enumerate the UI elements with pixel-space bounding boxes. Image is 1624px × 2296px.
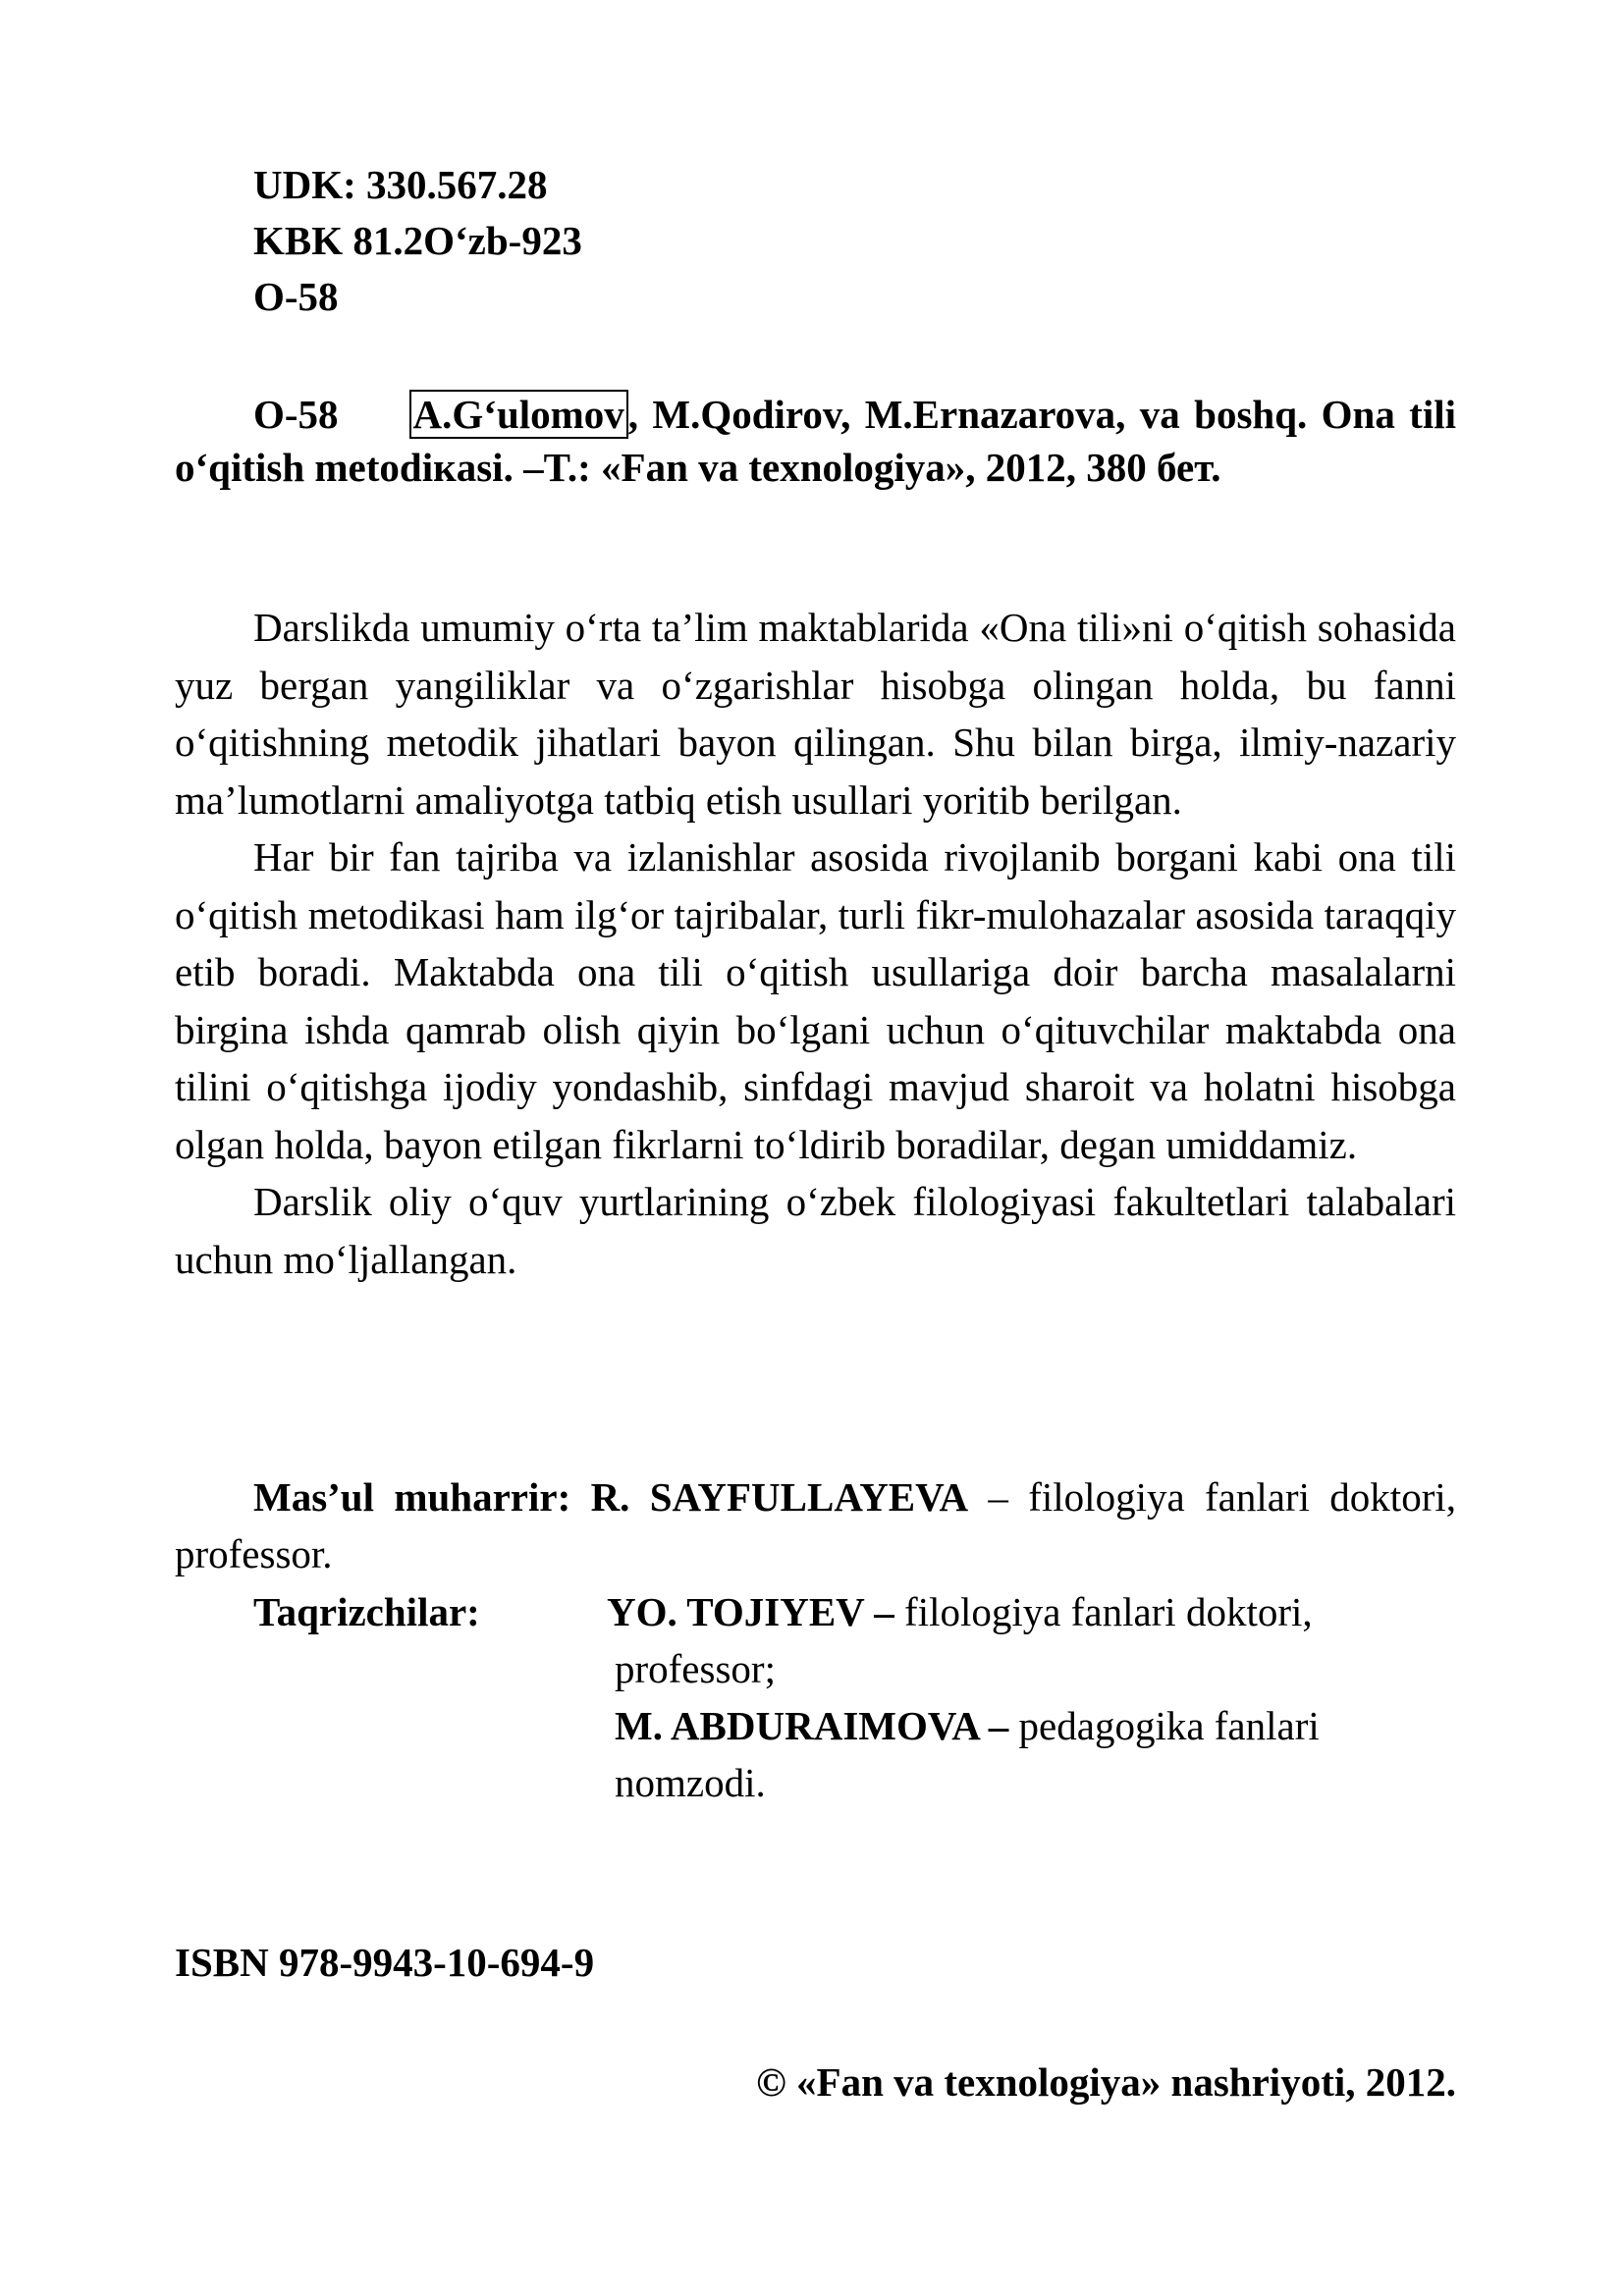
first-author: A.G‘ulomov bbox=[409, 390, 628, 439]
udk-code: UDK: 330.567.28 bbox=[253, 162, 548, 207]
kbk-code: KBK 81.2O‘zb-923 bbox=[253, 218, 582, 263]
reviewer-description-cont: professor; bbox=[615, 1646, 776, 1691]
reviewer-description: filologiya fanlari doktori, bbox=[904, 1589, 1313, 1634]
abstract bbox=[175, 599, 1456, 1288]
abstract-paragraph: Darslik oliy o‘quv yurtlarining o‘zbek filologiyasi fakultetlari talabalari uchun mo‘ljallangan. bbox=[175, 1179, 1456, 1282]
responsible-editor bbox=[175, 1468, 1456, 1582]
editor-description: – filologiya fanlari doktori, professor. bbox=[175, 1474, 1456, 1576]
reviewer-name: YO. TOJIYEV bbox=[607, 1589, 865, 1634]
record-code: O-58 bbox=[253, 392, 339, 437]
abstract-paragraph: Darslikda umumiy o‘rta ta’lim maktablarida «Ona tili»ni o‘qitish sohasida yuz bergan yangiliklar va o‘zgarishlar hisobga olingan holda, bu fanni o‘qitishning metodik jihatlari bayon qilingan. Shu bilan birga, ilmiy-nazariy ma’lumotlarni amaliyotga tatbiq etish usullari yoritib berilgan. bbox=[175, 605, 1456, 823]
reviewers-label: Taqrizchilar: bbox=[253, 1589, 480, 1634]
abstract-paragraph: Har bir fan tajriba va izlanishlar asosida rivojlanib borgani kabi ona tili o‘qitish metodikasi ham ilg‘or tajribalar, turli fikr-mulohazalar asosida taraqqiy etib boradi. Maktabda ona tili o‘qitish usullariga doir barcha masalalarni birgina ishda qamrab olish qiyin bo‘lgani uchun o‘qituvchilar maktabda ona tilini o‘qitishga ijodiy yondashib, sinfdagi mavjud sharoit va holatni hisobga olgan holda, bayon etilgan fikrlarni to‘ldirib boradilar, degan umiddamiz. bbox=[175, 834, 1456, 1167]
editor-label: Mas’ul muharrir: bbox=[253, 1474, 571, 1520]
reviewer-entry bbox=[607, 1697, 1471, 1811]
reviewer-dash: – bbox=[864, 1589, 905, 1634]
classification-codes bbox=[253, 157, 582, 325]
author-index-code: O-58 bbox=[253, 274, 339, 319]
isbn: ISBN 978-9943-10-694-9 bbox=[175, 1940, 595, 1985]
bibliographic-record bbox=[175, 388, 1456, 494]
reviewer-description-cont: nomzodi. bbox=[615, 1760, 766, 1805]
reviewer-entry bbox=[607, 1583, 1471, 1697]
reviewer-name: M. ABDURAIMOVA bbox=[615, 1703, 979, 1748]
editor-name: R. SAYFULLAYEVA bbox=[590, 1474, 969, 1520]
other-authors: , M.Qodirov, M.Ernazarova, va boshq. bbox=[627, 392, 1308, 437]
copyright: © «Fan va texnologiya» nashriyoti, 2012. bbox=[756, 2059, 1456, 2105]
reviewers-list bbox=[607, 1583, 1471, 1811]
reviewer-description: pedagogika fanlari bbox=[1018, 1703, 1320, 1748]
title-info: Ona tili o‘qitish metodiкasi. –T.: «Fan va texnologiya», 2012, 380 бет. bbox=[175, 392, 1456, 490]
reviewer-dash: – bbox=[978, 1703, 1019, 1748]
